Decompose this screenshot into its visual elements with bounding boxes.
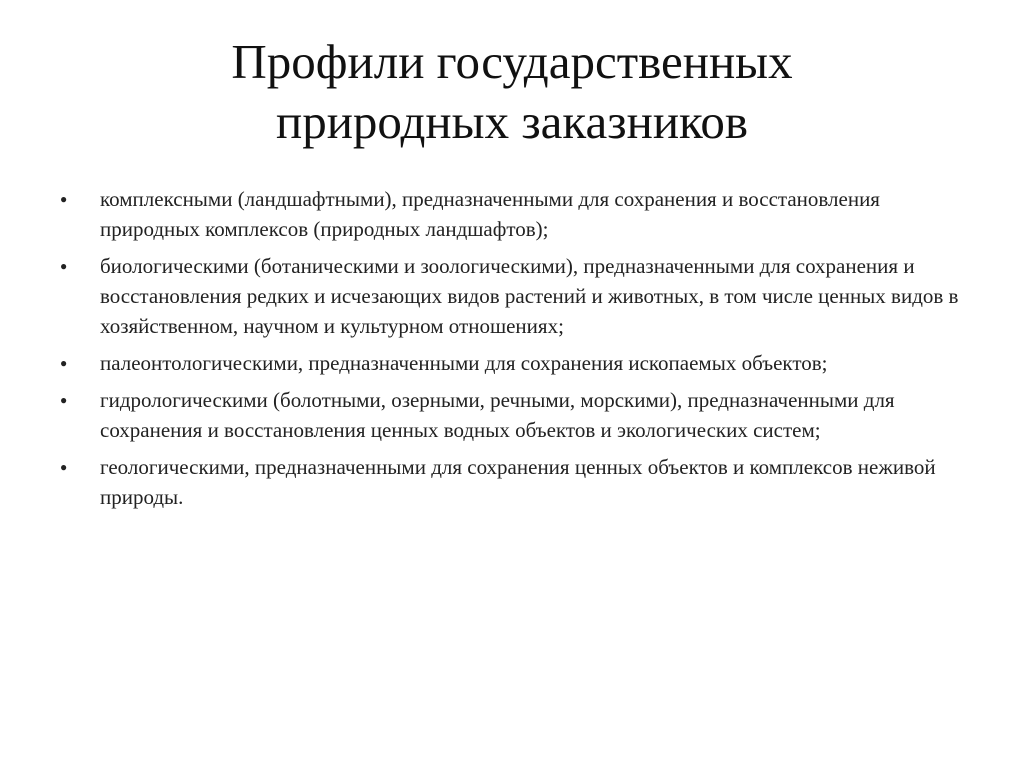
bullet-item-complex xyxy=(58,184,978,244)
bullet-dot-icon: ● xyxy=(60,393,68,407)
slide-title-line-1: Профили государственных xyxy=(231,34,793,89)
bullet-dot-icon: ● xyxy=(60,356,68,370)
slide-title-line-2: природных заказников xyxy=(275,94,749,149)
bullet-text: гидрологическими (болотными, озерными, речными, морскими), предназначенными для сохранения и восстановления ценных водных объектов и экологических систем; xyxy=(100,388,895,442)
bullet-item-paleontological xyxy=(58,348,978,378)
bullet-item-hydrological xyxy=(58,385,978,445)
bullet-list xyxy=(58,184,978,519)
bullet-dot-icon: ● xyxy=(60,192,68,206)
bullet-text: геологическими, предназначенными для сохранения ценных объектов и комплексов неживой природы. xyxy=(100,455,936,509)
bullet-text: палеонтологическими, предназначенными для сохранения ископаемых объектов; xyxy=(100,351,828,375)
slide-title xyxy=(60,32,964,152)
bullet-item-geological xyxy=(58,452,978,512)
bullet-text: комплексными (ландшафтными), предназначенными для сохранения и восстановления природных комплексов (природных ландшафтов); xyxy=(100,187,880,241)
bullet-item-biological xyxy=(58,251,978,341)
bullet-dot-icon: ● xyxy=(60,460,68,474)
bullet-text: биологическими (ботаническими и зоологическими), предназначенными для сохранения и восстановления редких и исчезающих видов растений и животных, в том числе ценных видов в хозяйственном, научном и культурном отношениях; xyxy=(100,254,959,338)
bullet-dot-icon: ● xyxy=(60,259,68,273)
